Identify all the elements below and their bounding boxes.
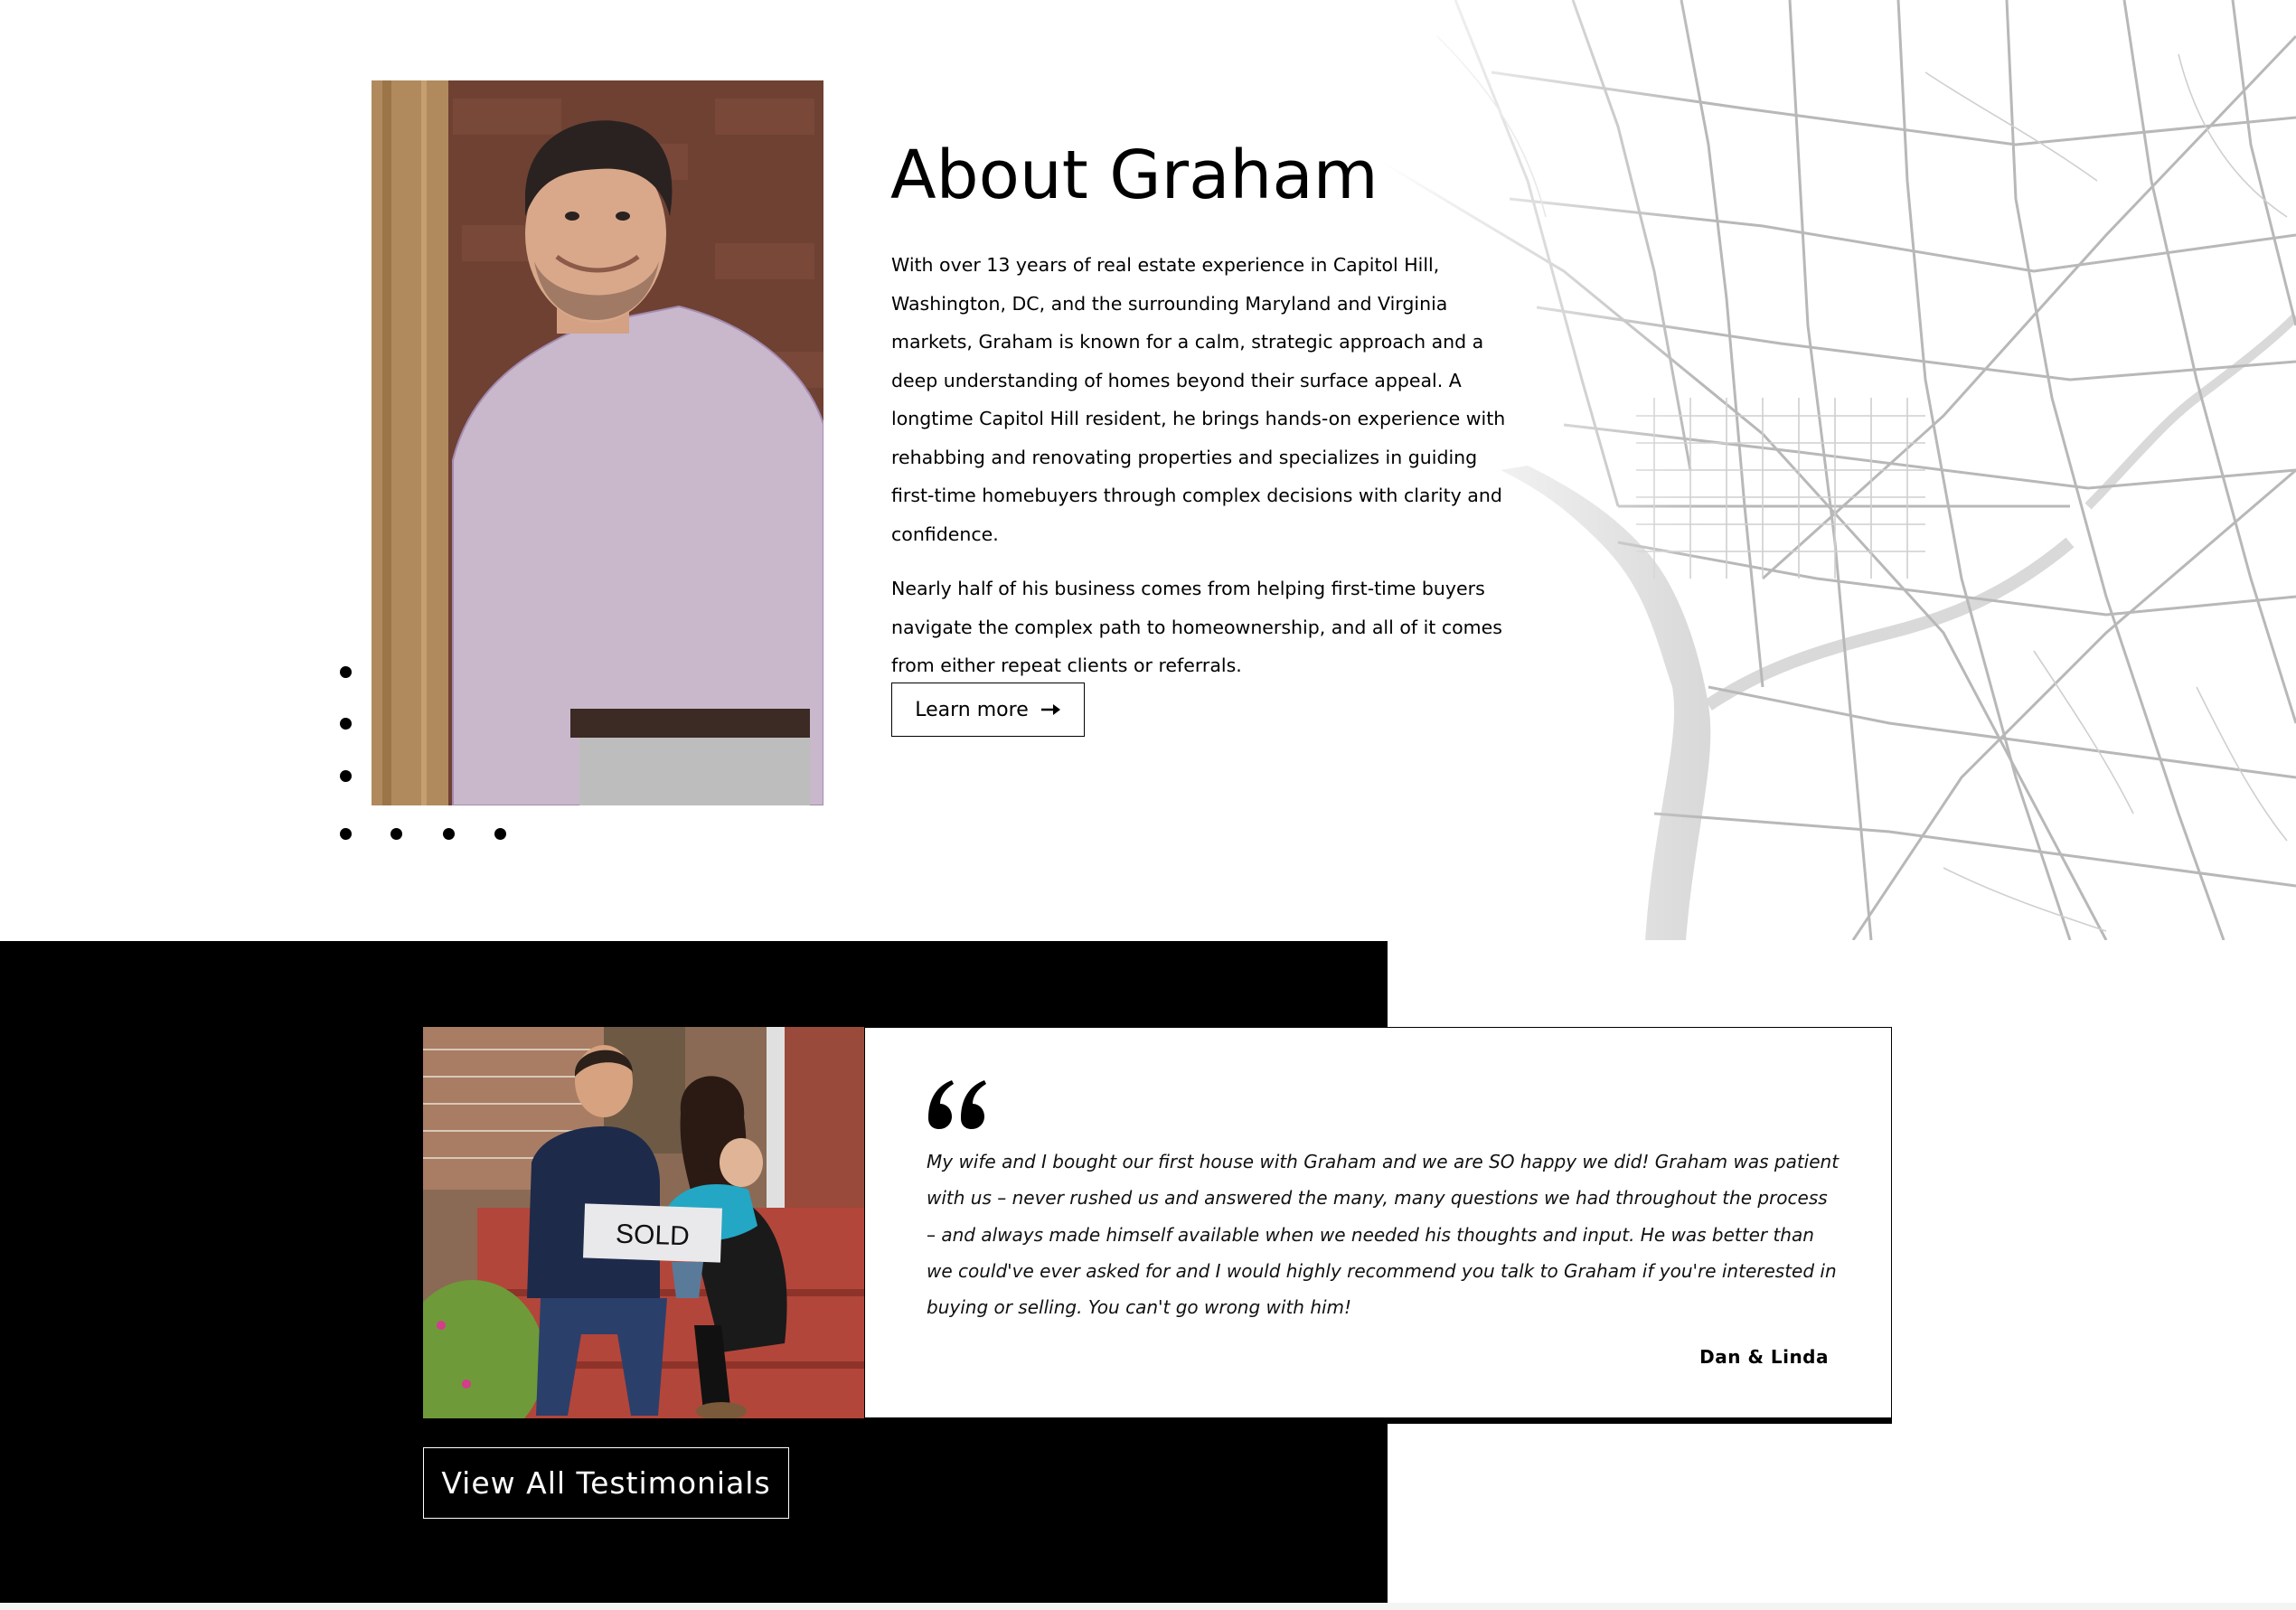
decorative-dot [340,666,352,678]
about-description [891,246,1524,701]
decorative-dot [391,828,402,840]
learn-more-button[interactable] [891,683,1085,737]
arrow-right-icon [1041,703,1061,716]
about-title: About Graham [890,137,1379,214]
decorative-dot [494,828,506,840]
about-paragraph: With over 13 years of real estate experience in Capitol Hill, Washington, DC, and the surrounding Maryland and Virginia markets, Graham is known for a calm, strategic approach and a deep understanding of homes beyond their surface appeal. A longtime Capitol Hill resident, he brings hands-on experience with rehabbing and renovating properties and specializes in guiding first-time homebuyers through complex decisions with clarity and confidence. [891,254,1506,545]
graham-portrait-photo [372,80,823,805]
learn-more-label: Learn more [915,698,1029,721]
testimonial-photo [423,1027,864,1418]
section-divider [0,1603,2296,1610]
testimonial-card [864,1027,1892,1418]
decorative-dot [340,770,352,782]
about-paragraph: Nearly half of his business comes from helping first-time buyers navigate the complex path to homeownership, and all of it comes from either repeat clients or referrals. [891,578,1502,676]
decorative-dot [340,718,352,730]
quote-icon [925,1078,990,1131]
decorative-dot [443,828,455,840]
testimonial-text: My wife and I bought our first house with Graham and we are SO happy we did! Graham was patient with us – never rushed us and answered the many, many questions we had throughout the process – and always made himself available when we needed his thoughts and input. He was better than we could've ever asked for and I would highly recommend you talk to Graham if you're interested in buying or selling. You can't go wrong with him! [927,1151,1840,1319]
testimonial-author: Dan & Linda [1699,1346,1829,1368]
view-all-testimonials-button[interactable]: View All Testimonials [423,1447,789,1519]
sold-sign-text: SOLD [615,1219,691,1252]
decorative-dot [340,828,352,840]
